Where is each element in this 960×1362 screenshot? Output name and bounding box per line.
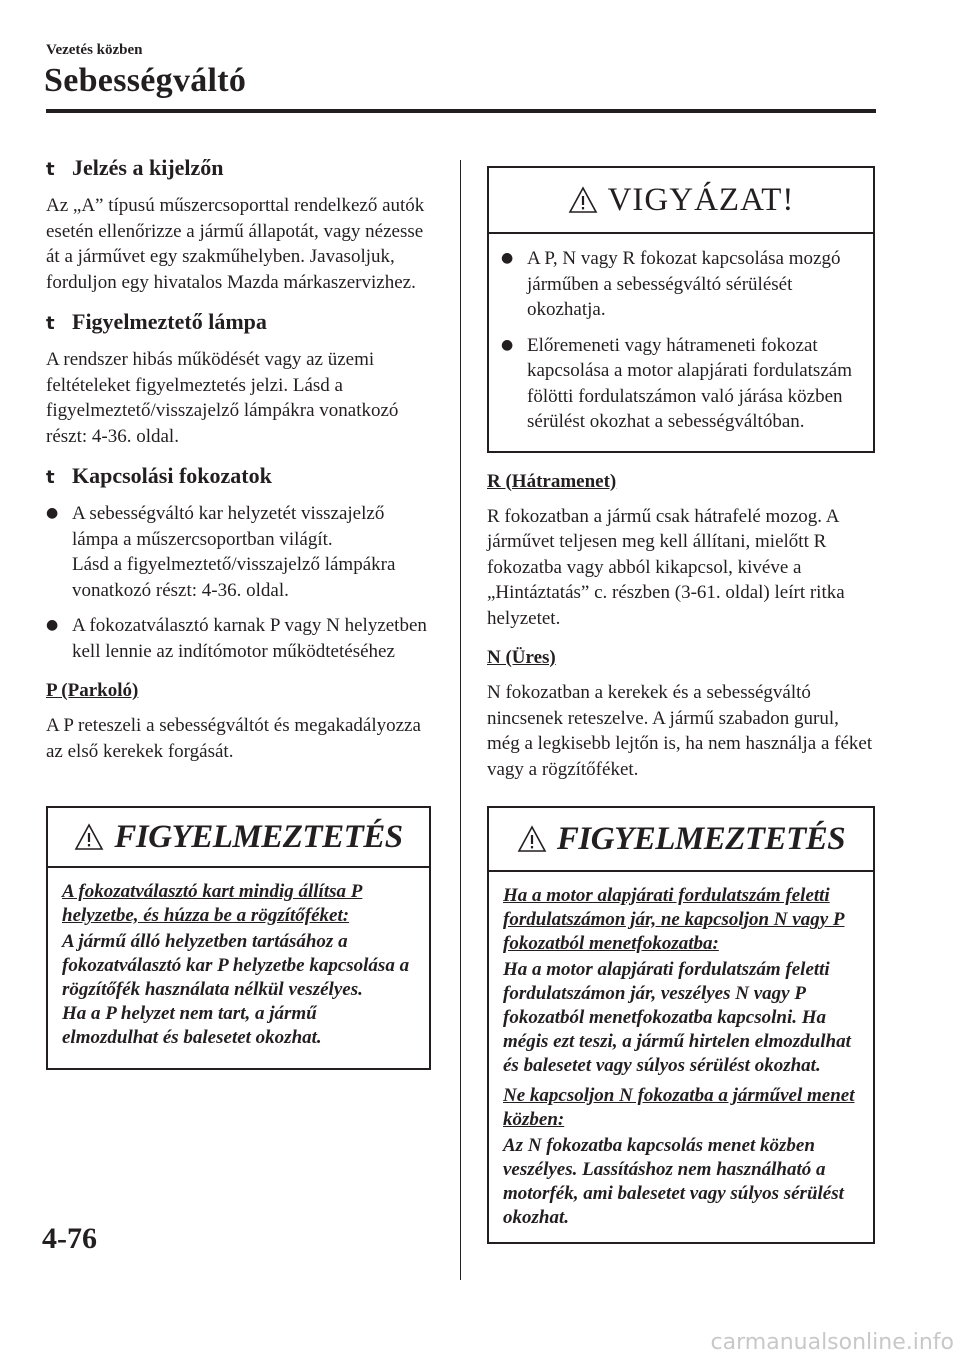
watermark: carmanualsonline.info bbox=[710, 1330, 954, 1355]
reverse-paragraph: R fokozatban a jármű csak hátrafelé mozog. A járművet teljesen meg kell állítani, mielőtt R fokozatba vagy abból kikapcsol, kivéve a „Hintáztatás” c. részben (3-61. oldal) leírt ritka helyzetet. bbox=[487, 505, 845, 629]
warning-box bbox=[487, 806, 875, 1244]
park-paragraph: A P reteszeli a sebességváltót és megakadályozza az első kerekek forgását. bbox=[46, 715, 421, 762]
list-item bbox=[501, 333, 863, 435]
right-column bbox=[487, 155, 875, 1244]
warning-box-header bbox=[489, 808, 873, 872]
park-heading: P (Parkoló) bbox=[46, 680, 139, 701]
reverse-heading: R (Hátramenet) bbox=[487, 470, 617, 492]
warning-title: FIGYELMEZTETÉS bbox=[114, 818, 403, 855]
section-heading-display bbox=[46, 155, 434, 181]
bullet-icon: ● bbox=[501, 336, 514, 353]
warning-text: A jármű álló helyzetben tartásához a fokozatválasztó kar P helyzetbe kapcsolása a rögzítőfék használata nélkül veszélyes. bbox=[62, 931, 410, 1000]
header-rule bbox=[46, 109, 876, 113]
display-paragraph: Az „A” típusú műszercsoporttal rendelkező autók esetén ellenőrizze a jármű állapotát, vagy nézesse át a járművet egy szakműhelyben. Javasoljuk, forduljon egy hivatalos Mazda márkaszervizhez. bbox=[46, 195, 425, 293]
warning-text: Ha a motor alapjárati fordulatszám feletti fordulatszámon jár, veszélyes N vagy P fokozatból menetfokozatba kapcsolni. Ha mégis ezt teszi, a jármű hirtelen elmozdulhat és balesetet vagy súlyos sérülést okozhat. bbox=[503, 959, 851, 1076]
section-title: Figyelmeztető lámpa bbox=[72, 309, 267, 334]
warning-underlined-statement: Ha a motor alapjárati fordulatszám feletti fordulatszámon jár, ne kapcsoljon N vagy P fokozatból menetfokozatba: bbox=[503, 885, 845, 954]
list-item bbox=[46, 613, 434, 664]
bullet-icon: ● bbox=[46, 617, 59, 633]
bullet-text: A P, N vagy R fokozat kapcsolása mozgó járműben a sebességváltó sérülését okozhatja. bbox=[527, 248, 841, 320]
page-number: 4-76 bbox=[42, 1222, 97, 1255]
section-marker-icon: t bbox=[46, 313, 55, 334]
bullet-text: A sebességváltó kar helyzetét visszajelző lámpa a műszercsoportban világít. bbox=[72, 503, 385, 550]
bullet-text-reference: Lásd a figyelmeztető/visszajelző lámpákra vonatkozó részt: 4-36. oldal. bbox=[72, 554, 396, 601]
section-heading-warning-lamp bbox=[46, 309, 434, 335]
list-item bbox=[501, 246, 863, 323]
warning-lamp-paragraph: A rendszer hibás működését vagy az üzemi feltételeket figyelmeztetés jelzi. Lásd a figyelmeztető/visszajelző lámpákra vonatkozó részt: 4-36. oldal. bbox=[46, 349, 399, 447]
warning-box bbox=[46, 806, 431, 1070]
bullet-icon: ● bbox=[501, 250, 514, 266]
warning-underlined-statement: Ne kapcsoljon N fokozatba a járművel menet közben: bbox=[503, 1085, 855, 1130]
left-column bbox=[46, 155, 434, 1070]
neutral-heading: N (Üres) bbox=[487, 647, 556, 668]
caution-box bbox=[487, 166, 875, 453]
section-marker-icon: t bbox=[46, 467, 55, 488]
section-marker-icon: t bbox=[46, 159, 55, 180]
caution-box-header bbox=[489, 168, 873, 234]
warning-box-header bbox=[48, 808, 429, 868]
section-title: Kapcsolási fokozatok bbox=[72, 463, 272, 488]
section-title: Jelzés a kijelzőn bbox=[72, 155, 224, 180]
bullet-icon: ● bbox=[46, 505, 59, 521]
warning-triangle-icon bbox=[568, 185, 598, 215]
warning-triangle-icon bbox=[74, 822, 104, 852]
warning-title: FIGYELMEZTETÉS bbox=[556, 820, 846, 857]
warning-text: Az N fokozatba kapcsolás menet közben veszélyes. Lassításhoz nem használható a motorfék, ami balesetet vagy súlyos sérülést okozhat. bbox=[503, 1135, 844, 1228]
bullet-text: Előremeneti vagy hátrameneti fokozat kapcsolása a motor alapjárati fordulatszám fölötti fordulatszámon való járása közben sérülést okozhat a sebességváltóban. bbox=[527, 334, 852, 432]
column-divider bbox=[460, 160, 461, 1280]
list-item bbox=[46, 501, 434, 603]
header-section-label: Vezetés közben bbox=[46, 42, 143, 58]
warning-text: Ha a P helyzet nem tart, a jármű elmozdulhat és balesetet okozhat. bbox=[62, 1003, 322, 1048]
bullet-text: A fokozatválasztó karnak P vagy N helyzetben kell lennie az indítómotor működtetéséhez bbox=[72, 615, 427, 662]
warning-triangle-icon bbox=[517, 824, 547, 854]
section-heading-gear-positions bbox=[46, 463, 434, 489]
caution-title: VIGYÁZAT! bbox=[607, 181, 795, 218]
neutral-paragraph: N fokozatban a kerekek és a sebességváltó nincsenek reteszelve. A jármű szabadon gurul, még a legkisebb lejtőn is, ha nem használja a féket vagy a rögzítőféket. bbox=[487, 682, 873, 780]
warning-underlined-statement: A fokozatválasztó kart mindig állítsa P helyzetbe, és húzza be a rögzítőféket: bbox=[62, 881, 363, 926]
page-title: Sebességváltó bbox=[44, 62, 247, 99]
